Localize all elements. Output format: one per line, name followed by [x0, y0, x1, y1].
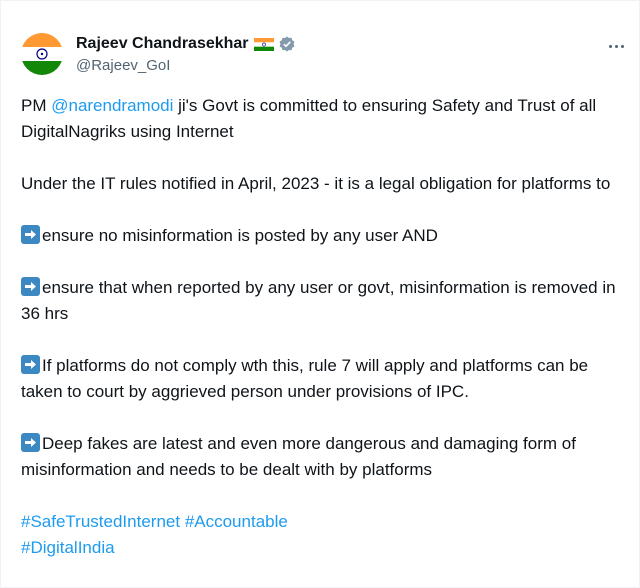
hashtag-digitalindia[interactable]: #DigitalIndia [21, 538, 115, 557]
right-arrow-icon [21, 355, 40, 374]
text-segment: ensure that when reported by any user or govt, misinformation is removed in 36 hrs [21, 278, 616, 323]
more-options-icon[interactable] [603, 37, 629, 55]
verified-badge-icon [279, 36, 295, 52]
hashtags [21, 509, 621, 561]
text-segment: PM [21, 96, 52, 115]
author-name-row [76, 35, 295, 53]
right-arrow-icon [21, 225, 40, 244]
avatar[interactable] [21, 33, 63, 75]
text-segment: If platforms do not comply wth this, rule 7 will apply and platforms can be taken to court by aggrieved person under provisions of IPC. [21, 356, 589, 401]
text-segment: ensure no misinformation is posted by any user AND [42, 226, 438, 245]
paragraph-6 [21, 431, 621, 483]
right-arrow-icon [21, 277, 40, 296]
tweet-text [21, 93, 621, 561]
paragraph-5 [21, 353, 621, 405]
paragraph-3 [21, 223, 621, 249]
right-arrow-icon [21, 433, 40, 452]
paragraph-1 [21, 93, 621, 145]
india-flag-icon [254, 38, 274, 51]
paragraph-2: Under the IT rules notified in April, 2023 - it is a legal obligation for platforms to [21, 174, 611, 193]
author-handle[interactable]: @Rajeev_GoI [76, 57, 171, 74]
hashtag-safetrustedinternet[interactable]: #SafeTrustedInternet [21, 512, 181, 531]
text-segment: Deep fakes are latest and even more dangerous and damaging form of misinformation and needs to be dealt with by platforms [21, 434, 576, 479]
mention-link[interactable]: @narendramodi [51, 96, 174, 115]
author-name[interactable]: Rajeev Chandrasekhar [76, 35, 249, 52]
text-segment: ji's Govt is committed to ensuring Safety and Trust of all DigitalNagriks using Internet [21, 96, 597, 141]
paragraph-4 [21, 275, 621, 327]
hashtag-accountable[interactable]: #Accountable [184, 512, 288, 531]
